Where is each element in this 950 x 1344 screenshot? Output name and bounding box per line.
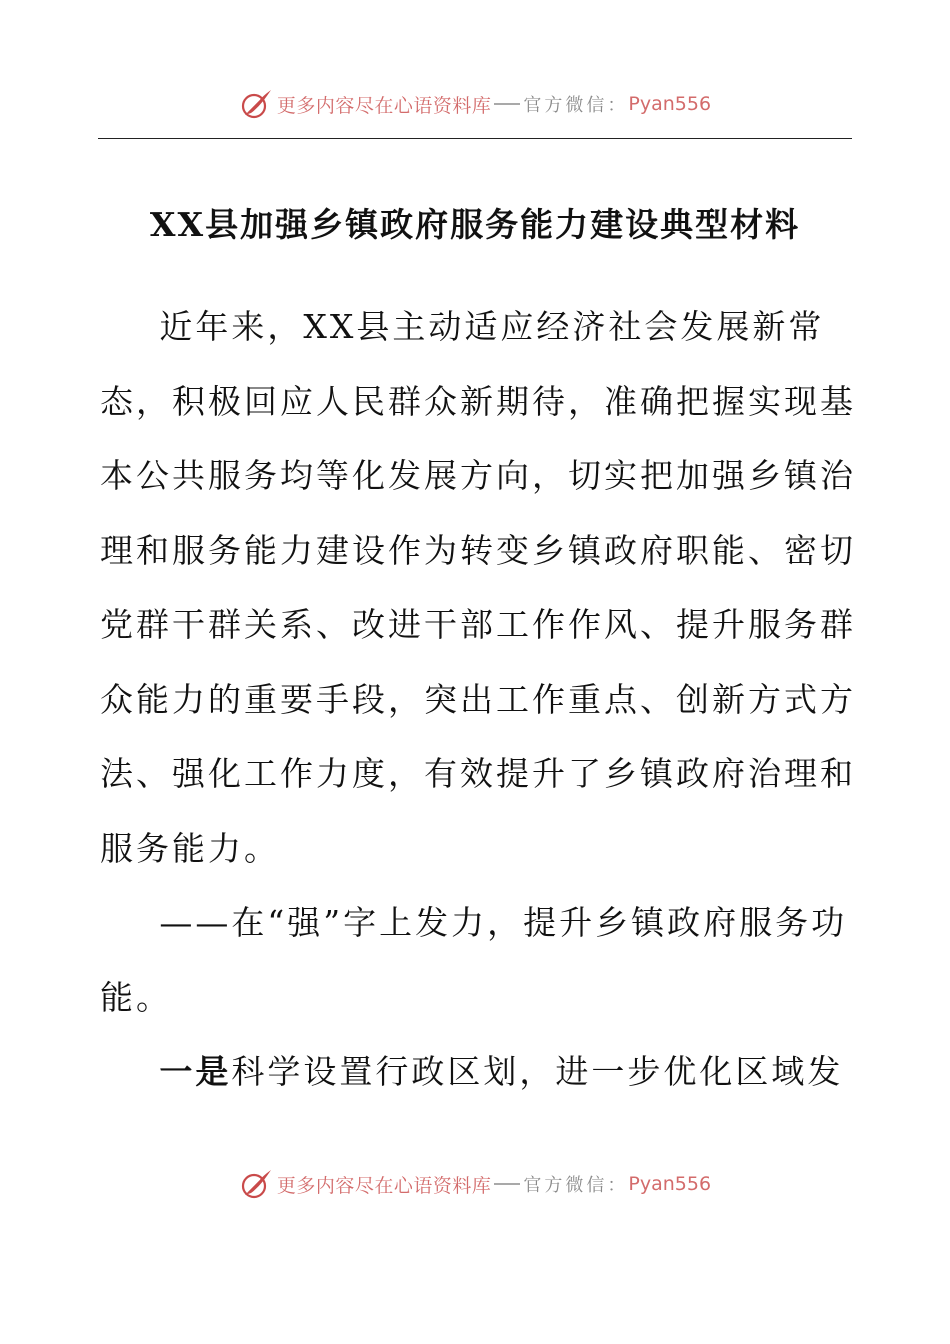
- watermark-brand-text: 更多内容尽在心语资料库: [276, 94, 492, 117]
- watermark-wechat-id: Pyan556: [628, 93, 712, 115]
- point-one-text: 科学设置行政区划，进一步优化区域发: [231, 1052, 844, 1091]
- quill-logo-icon: [239, 1167, 273, 1201]
- point-one-lead: 一是: [159, 1052, 232, 1091]
- paragraph-section-heading: ——在“强”字上发力，提升乡镇政府服务功能。: [100, 903, 848, 1017]
- watermark-brand: [239, 87, 711, 121]
- paragraph-point-one: [100, 1035, 860, 1110]
- watermark-sub-text: 官方微信：: [523, 95, 629, 116]
- watermark-separator: [494, 103, 520, 105]
- watermark-wechat-id: Pyan556: [628, 1173, 712, 1195]
- watermark-brand-footer: [239, 1167, 711, 1201]
- quill-logo-icon: [239, 87, 273, 121]
- document-body: [100, 290, 860, 1110]
- watermark-separator: [494, 1183, 520, 1185]
- document-title: XX县加强乡镇政府服务能力建设典型材料: [149, 205, 801, 244]
- header-divider: [98, 138, 852, 139]
- watermark-sub-text: 官方微信：: [523, 1175, 629, 1196]
- footer-watermark: [0, 1160, 950, 1208]
- watermark-brand-text: 更多内容尽在心语资料库: [276, 1174, 492, 1197]
- header-watermark: [0, 80, 950, 128]
- paragraph-intro: 近年来，XX县主动适应经济社会发展新常态，积极回应人民群众新期待，准确把握实现基本公共服务均等化发展方向，切实把加强乡镇治理和服务能力建设作为转变乡镇政府职能、密切党群干群关系、改进干部工作作风、提升服务群众能力的重要手段，突出工作重点、创新方式方法、强化工作力度，有效提升了乡镇政府治理和服务能力。: [100, 307, 856, 868]
